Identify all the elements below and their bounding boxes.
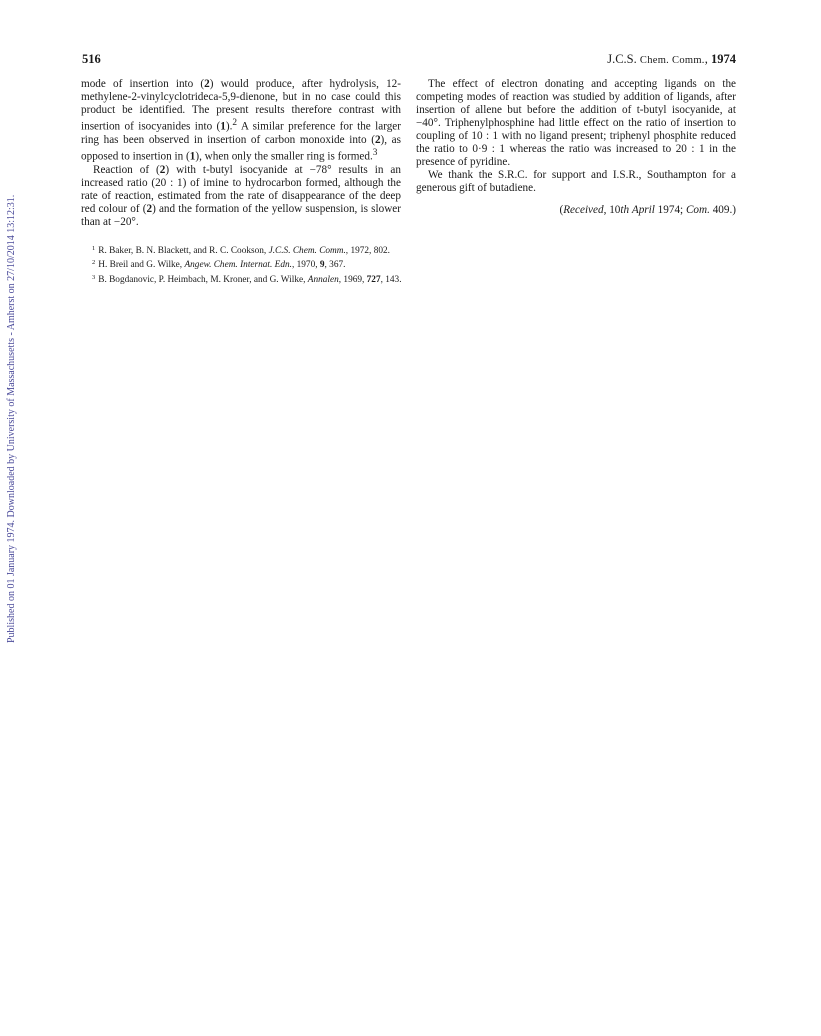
reference-details: , 143.: [380, 274, 402, 285]
journal-prefix: J.C.S.: [607, 52, 640, 66]
journal-name-smallcaps: Chem. Comm.: [639, 55, 705, 66]
reference-journal: Angew. Chem. Internat. Edn.: [184, 260, 292, 271]
reference-number: 2: [92, 259, 96, 267]
text-run: ) would produce, after hydrolysis, 12-methylene-2-vinylcyclotrideca-5,9-dienone, but in no case could this product be identified. The present results therefore contrast with insertion of isocyanides into (: [81, 78, 401, 133]
text-run: 409.): [709, 204, 736, 217]
received-line: [416, 204, 736, 217]
reference-year: , 1970,: [291, 260, 320, 271]
text-run: Reaction of (: [93, 163, 160, 176]
reference-year: , 1969,: [338, 274, 367, 285]
text-run: (: [559, 204, 564, 217]
compound-ref: 2: [159, 163, 166, 176]
running-head: [607, 52, 736, 67]
right-paragraph-1: The effect of electron donating and accepting ligands on the competing modes of reaction was studied by addition of ligands, after insertion of allene but before the addition of t-butyl isocyanide, at −40°. Triphenylphosphine had little effect on the ratio of insertion to coupling of 10 : 1 with no ligand present; triphenyl phosphite reduced the ratio to 0·9 : 1 whereas the ratio was increased to 20 : 1 in the presence of pyridine.: [416, 78, 736, 169]
text-run: ), as opposed to insertion in (: [81, 133, 401, 163]
download-stamp-text: Published on 01 January 1974. Downloaded by University of Massachusetts - Amherst on 27/10/2014 13:12:31.: [6, 194, 17, 643]
download-stamp: [4, 163, 20, 643]
references: [92, 243, 732, 286]
text-run: ).: [225, 120, 233, 133]
reference-number: 3: [92, 273, 96, 281]
citation-superscript: 2: [232, 118, 238, 129]
reference-authors: B. Bogdanovic, P. Heimbach, M. Kroner, and G. Wilke,: [98, 274, 308, 285]
com-word: Com.: [685, 204, 710, 217]
text-run: 1974;: [654, 204, 686, 217]
text-run: ), when only the smaller ring is formed.: [195, 150, 373, 163]
reference-details: , 1972, 802.: [345, 246, 390, 256]
left-paragraph-1: [81, 78, 401, 164]
left-column: [81, 78, 401, 229]
left-paragraph-2: [81, 164, 401, 229]
compound-ref: 2: [374, 133, 381, 146]
citation-superscript: 3: [372, 147, 378, 158]
right-column: [416, 78, 736, 217]
reference-2: [92, 257, 732, 271]
text-run: , 10: [603, 204, 621, 217]
text-run: ) and the formation of the yellow suspension, is slower than at −20°.: [81, 202, 401, 228]
compound-ref: 1: [220, 120, 226, 133]
reference-journal: Annalen: [307, 274, 339, 285]
reference-details: , 367.: [324, 260, 346, 271]
acknowledgement-paragraph: We thank the S.R.C. for support and I.S.R., Southampton for a generous gift of butadiene.: [416, 169, 736, 195]
reference-volume: 9: [319, 260, 325, 271]
reference-authors: H. Breil and G. Wilke,: [98, 260, 185, 271]
reference-journal: J.C.S. Chem. Comm.: [268, 246, 346, 256]
reference-volume: 727: [366, 274, 381, 285]
text-run: ) with t-butyl isocyanide at −78° results in an increased ratio (20 : 1) of imine to hydrocarbon formed, although the rate of reaction, estimated from the rate of disappearance of the deep red colour of (: [81, 163, 401, 215]
journal-year: 1974: [711, 52, 736, 66]
received-month: April: [631, 204, 655, 217]
text-run: mode of insertion into (: [81, 78, 205, 90]
compound-ref: 2: [146, 202, 153, 215]
compound-ref: 2: [204, 78, 210, 90]
received-word: Received: [563, 204, 604, 217]
reference-3: [92, 272, 732, 286]
compound-ref: 1: [189, 150, 196, 163]
reference-authors: R. Baker, B. N. Blackett, and R. C. Cookson,: [98, 246, 269, 256]
page-number: 516: [82, 52, 101, 66]
journal-separator: ,: [704, 52, 711, 66]
reference-1: [92, 243, 732, 257]
ordinal-suffix: th: [620, 204, 630, 217]
reference-number: 1: [92, 245, 96, 252]
text-run: A similar preference for the larger ring has been observed in insertion of carbon monoxide into (: [81, 120, 402, 146]
